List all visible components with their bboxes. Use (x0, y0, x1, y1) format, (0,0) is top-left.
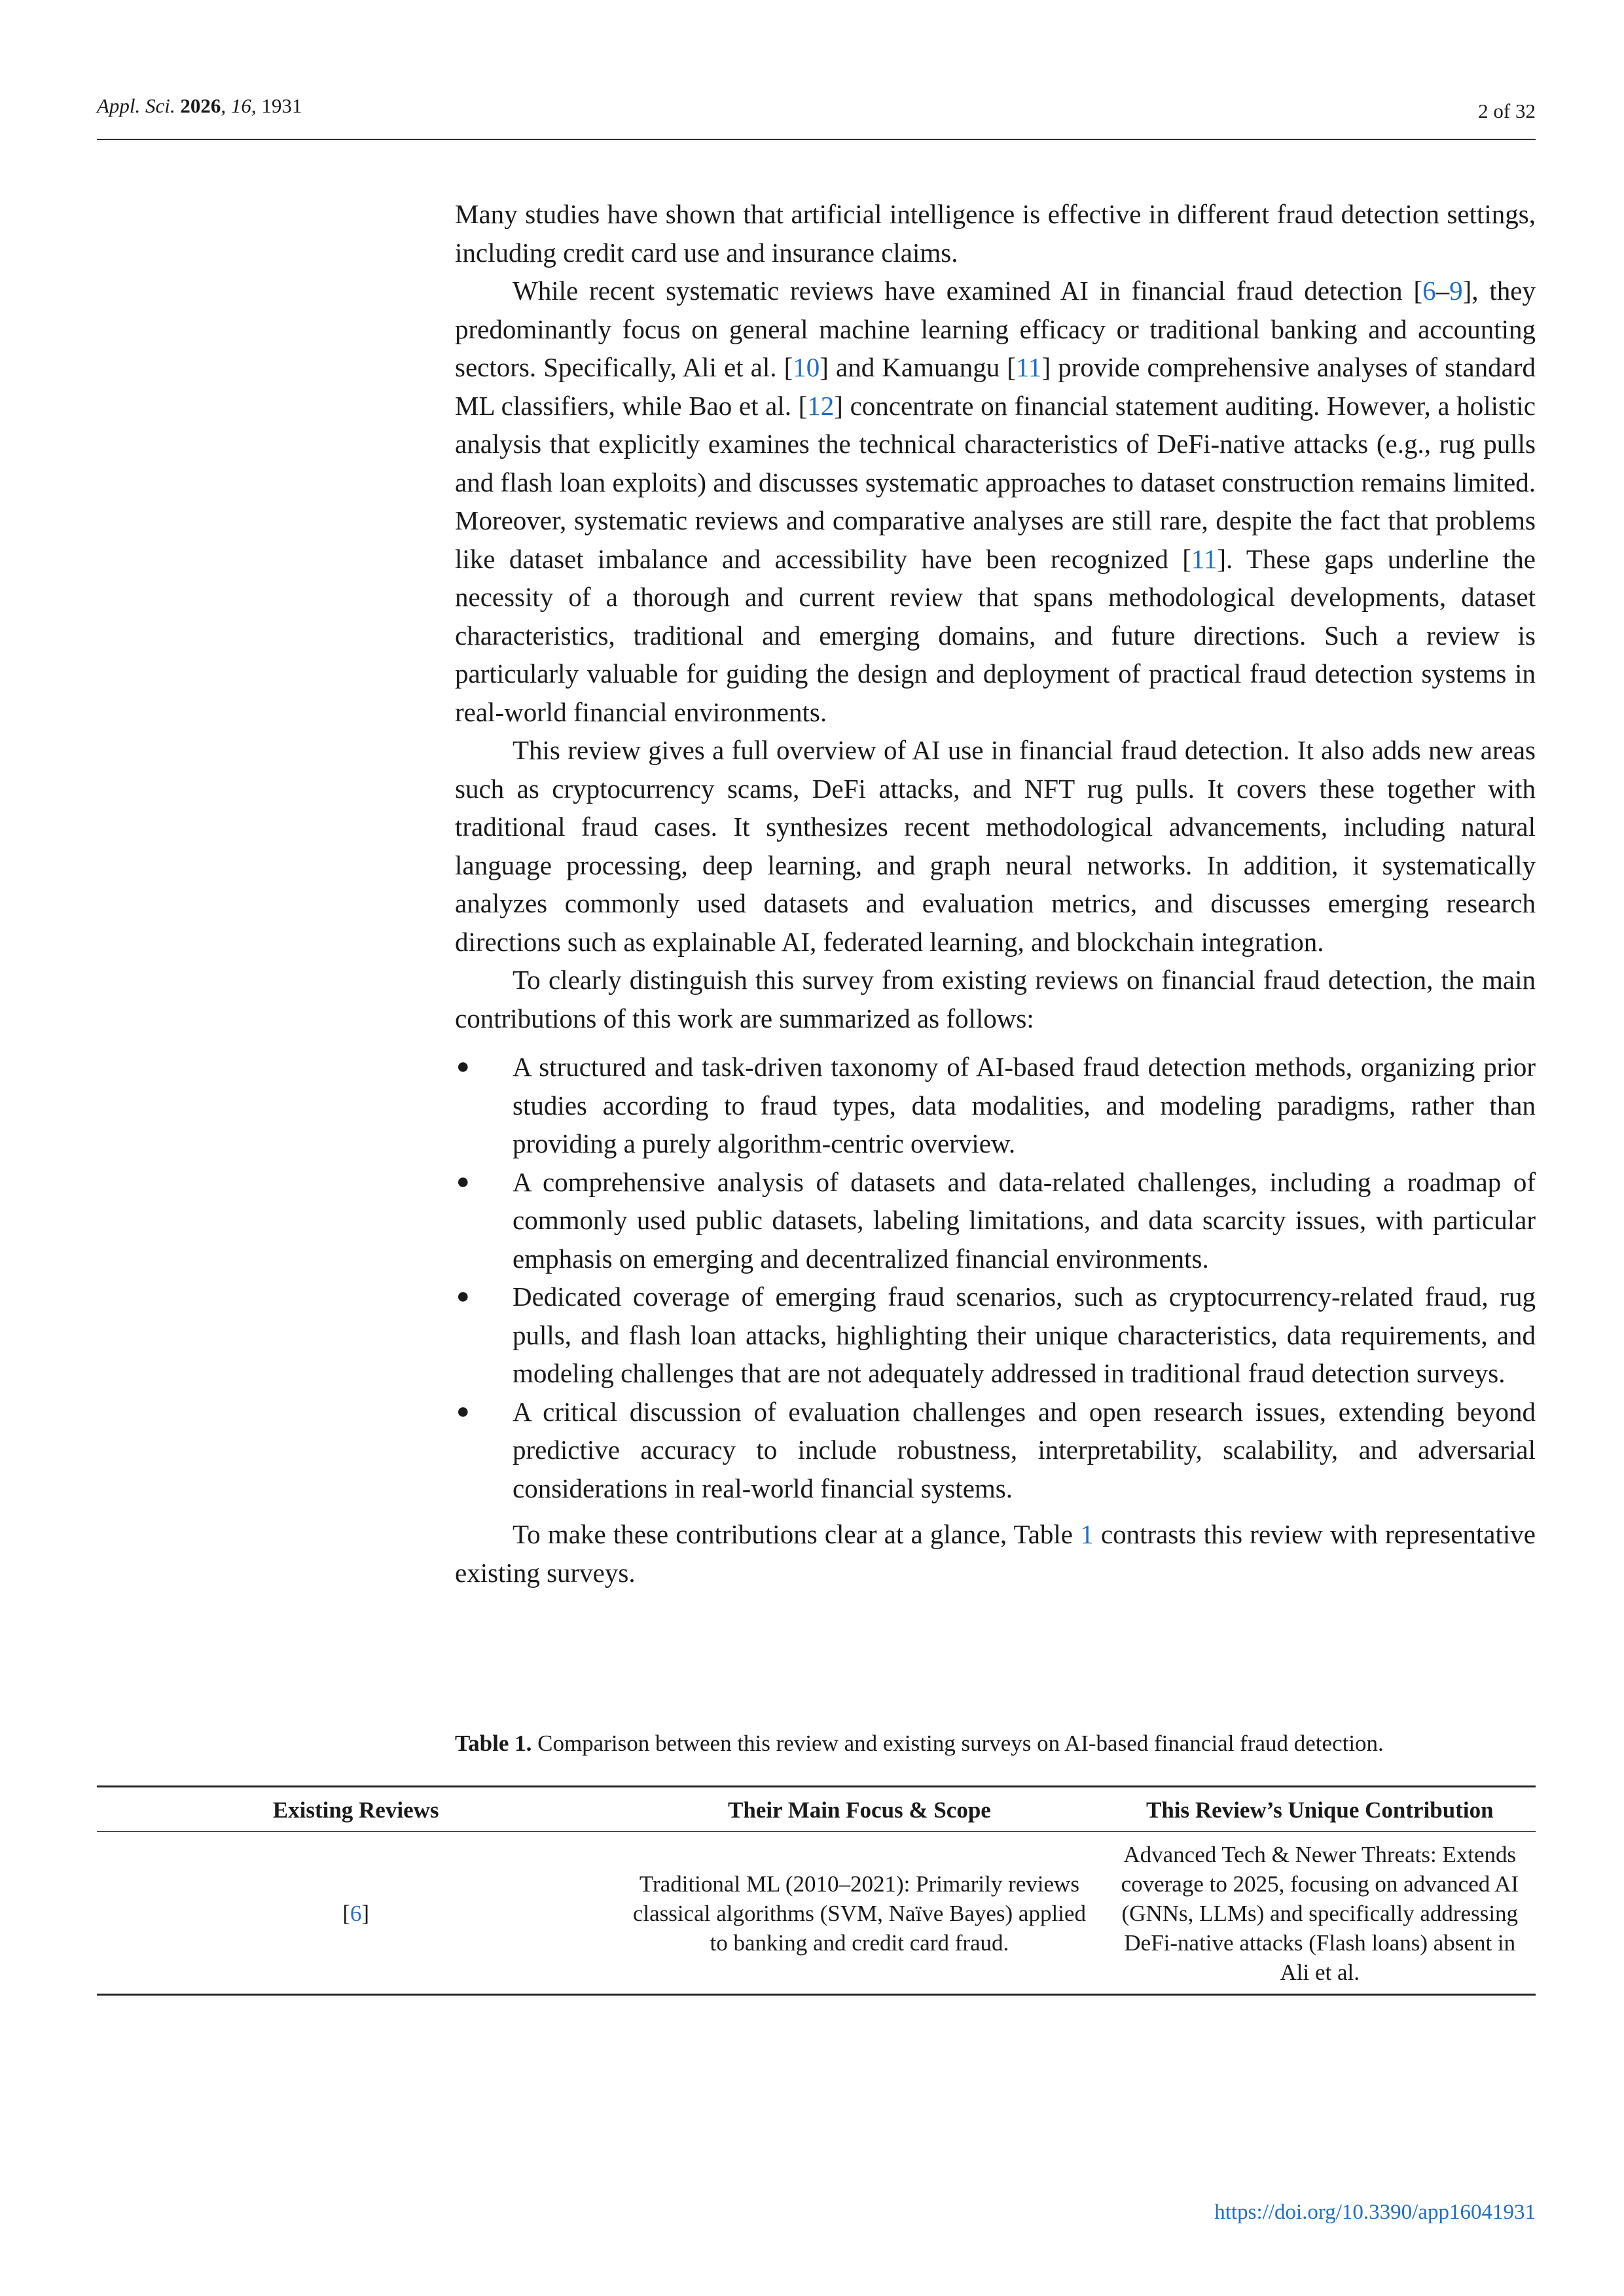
table-reference-link[interactable]: 1 (1080, 1519, 1094, 1549)
table-row (97, 1832, 1536, 1995)
bullet-icon: ● (456, 1399, 470, 1424)
body-text (455, 195, 1536, 1592)
table-caption (455, 1728, 1536, 1759)
bullet-icon: ● (456, 1054, 470, 1079)
comparison-table (97, 1785, 1536, 1996)
column-header: Their Main Focus & Scope (727, 1797, 991, 1823)
citation-link[interactable]: 11 (1015, 352, 1042, 382)
paragraph-3: This review gives a full overview of AI use in financial fraud detection. It also adds new areas such as cryptocurrency scams, DeFi attacks, and NFT rug pulls. It covers these together with traditional fraud cases. It synthesizes recent methodological advancements, including natural language processing, deep learning, and graph neural networks. In addition, it systematically analyzes commonly used datasets and evaluation metrics, and discusses emerging research directions such as explainable AI, federated learning, and blockchain integration. (455, 735, 1536, 957)
table-cell-review: [6] (342, 1901, 370, 1926)
citation-link[interactable]: 6 (1422, 276, 1436, 306)
doi-link[interactable]: https://doi.org/10.3390/app16041931 (1214, 2200, 1536, 2224)
page-number: 2 of 32 (1478, 99, 1536, 122)
table-cell-focus: Traditional ML (2010–2021): Primarily reviews classical algorithms (SVM, Naïve Bayes) applied to banking and credit card fraud. (632, 1871, 1086, 1956)
table-header-row (97, 1787, 1536, 1832)
column-header: Existing Reviews (272, 1797, 439, 1823)
journal-volume: 16 (230, 94, 251, 117)
citation-link[interactable]: 12 (807, 390, 835, 421)
bullet-icon: ● (456, 1169, 470, 1194)
paragraph-5: To make these contributions clear at a glance, Table 1 contrasts this review with representative existing surveys. (455, 1519, 1536, 1588)
bullet-icon: ● (456, 1284, 470, 1308)
list-item: ● Dedicated coverage of emerging fraud scenarios, such as cryptocurrency-related fraud, rug pulls, and flash loan attacks, highlighting their unique characteristics, data requirements, and modeling challenges that are not adequately addressed in traditional fraud detection surveys. (455, 1278, 1536, 1393)
paragraph-2: While recent systematic reviews have examined AI in financial fraud detection [6–9], they predominantly focus on general machine learning efficacy or traditional banking and accounting sectors. Specifically, Ali et al. [10] and Kamuangu [11] provide comprehensive analyses of standard ML classifiers, while Bao et al. [12] concentrate on financial statement auditing. However, a holistic analysis that explicitly examines the technical characteristics of DeFi-native attacks (e.g., rug pulls and flash loan exploits) and discusses systematic approaches to dataset construction remains limited. Moreover, systematic reviews and comparative analyses are still rare, despite the fact that problems like dataset imbalance and accessibility have been recognized [11]. These gaps underline the necessity of a thorough and current review that spans methodological developments, dataset characteristics, traditional and emerging domains, and future directions. Such a review is particularly valuable for guiding the design and deployment of practical fraud detection systems in real-world financial environments. (455, 276, 1536, 727)
journal-year: 2026 (180, 94, 221, 117)
journal-name: Appl. Sci. (97, 94, 175, 117)
paragraph-1: Many studies have shown that artificial intelligence is effective in different fraud detection settings, including credit card use and insurance claims. (455, 199, 1536, 268)
column-header: This Review’s Unique Contribution (1146, 1797, 1494, 1823)
list-item: ● A comprehensive analysis of datasets and data-related challenges, including a roadmap of commonly used public datasets, labeling limitations, and data scarcity issues, with particular emphasis on emerging and decentralized financial environments. (455, 1163, 1536, 1278)
journal-citation: Appl. Sci. 2026, 16, 1931 (97, 94, 302, 117)
table-caption-label: Table 1. (455, 1731, 532, 1756)
citation-link[interactable]: 6 (350, 1901, 362, 1926)
page-header (97, 92, 1536, 144)
list-item: ● A critical discussion of evaluation challenges and open research issues, extending beyond predictive accuracy to include robustness, interpretability, scalability, and adversarial considerations in real-world financial systems. (455, 1393, 1536, 1508)
paragraph-4: To clearly distinguish this survey from existing reviews on financial fraud detection, the main contributions of this work are summarized as follows: (455, 965, 1536, 1033)
citation-link[interactable]: 11 (1191, 543, 1218, 574)
contribution-list (455, 1048, 1536, 1507)
table-caption-text: Comparison between this review and existing surveys on AI-based financial fraud detection. (532, 1731, 1384, 1756)
citation-link[interactable]: 10 (793, 352, 820, 382)
citation-link[interactable]: 9 (1449, 276, 1463, 306)
list-item: ● A structured and task-driven taxonomy of AI-based fraud detection methods, organizing prior studies according to fraud types, data modalities, and modeling paradigms, rather than providing a purely algorithm-centric overview. (455, 1048, 1536, 1163)
article-number: 1931 (261, 94, 302, 117)
table-cell-contribution: Advanced Tech & Newer Threats: Extends coverage to 2025, focusing on advanced AI (GNNs, LLMs) and specifically addressing DeFi-native attacks (Flash loans) absent in Ali et al. (1121, 1842, 1519, 1985)
header-divider (97, 139, 1536, 140)
